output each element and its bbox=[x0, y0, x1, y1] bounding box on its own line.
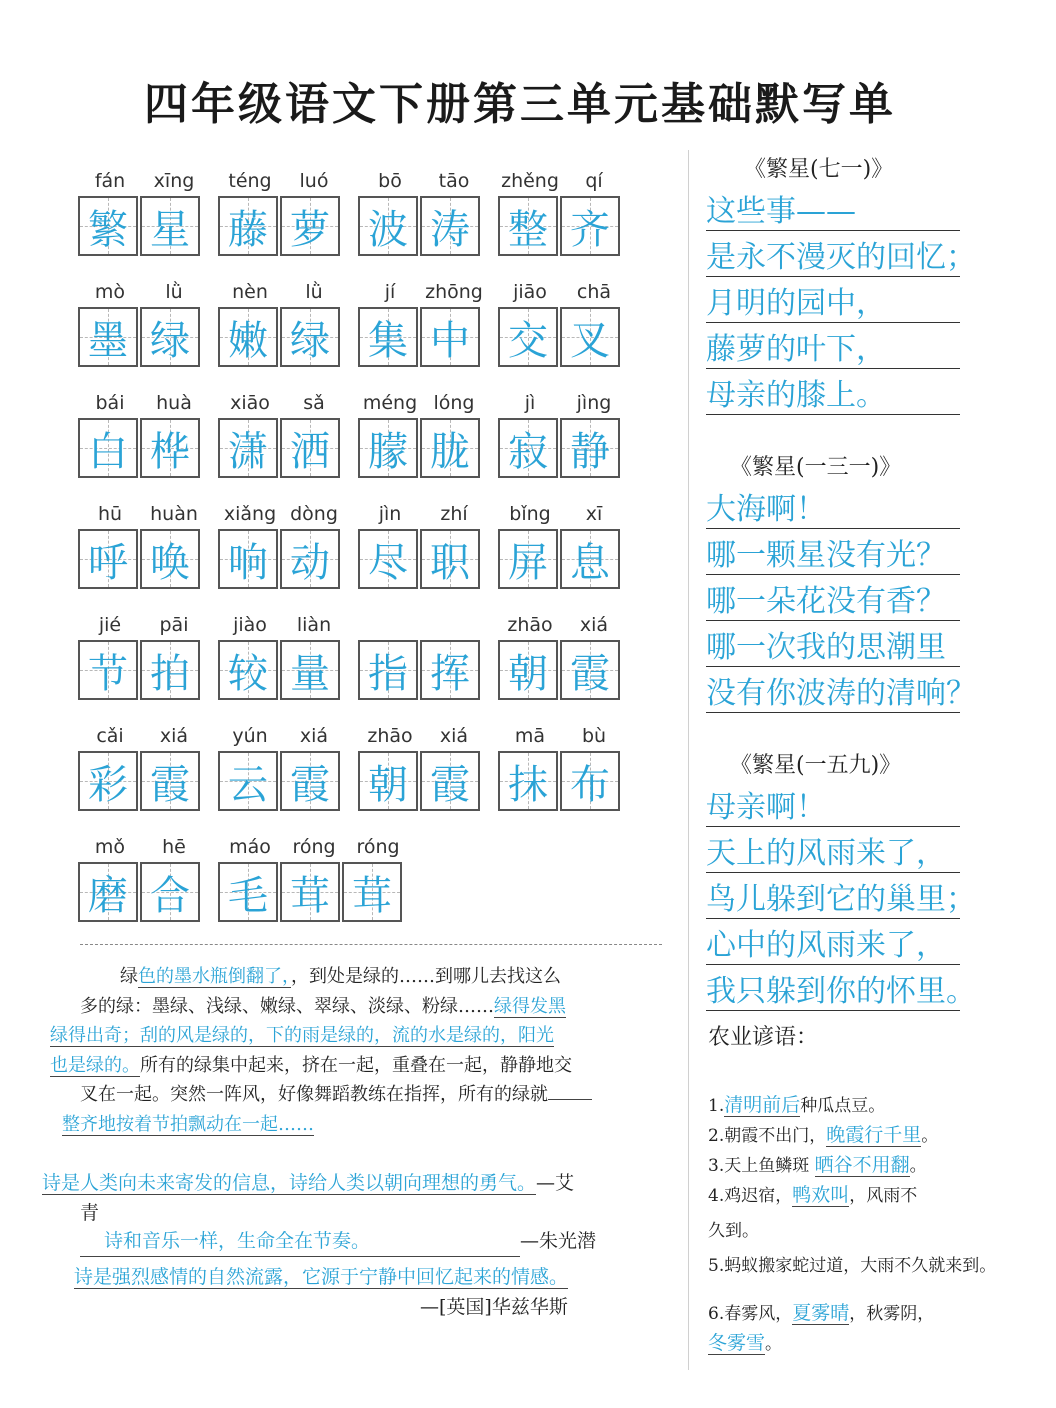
pinyin: xīng bbox=[153, 170, 195, 192]
char-boxes bbox=[218, 418, 346, 478]
char: 量 bbox=[290, 650, 330, 697]
char-boxes bbox=[358, 751, 486, 811]
word-item bbox=[358, 271, 486, 382]
char-box bbox=[560, 640, 620, 700]
char: 寂 bbox=[508, 428, 548, 475]
char-box bbox=[78, 529, 138, 589]
pinyin: bù bbox=[581, 725, 607, 747]
char-boxes bbox=[218, 640, 346, 700]
char-box bbox=[560, 751, 620, 811]
char-box bbox=[498, 529, 558, 589]
char-box bbox=[358, 418, 418, 478]
pinyin: jiāo bbox=[513, 281, 547, 303]
pinyin: lóng bbox=[433, 392, 475, 414]
quote-1 bbox=[42, 1168, 682, 1228]
char-box bbox=[280, 529, 340, 589]
pinyin-row bbox=[498, 493, 626, 529]
pinyin-row bbox=[218, 826, 410, 862]
passage-answer: 色的墨水瓶倒翻了， bbox=[138, 966, 291, 987]
char-box bbox=[280, 418, 340, 478]
pinyin-row bbox=[358, 271, 486, 307]
word-item bbox=[78, 493, 206, 604]
word-item bbox=[78, 160, 206, 271]
pinyin: huàn bbox=[150, 503, 198, 525]
char-box bbox=[358, 529, 418, 589]
pinyin: pāi bbox=[159, 614, 189, 636]
pinyin: luó bbox=[299, 170, 329, 192]
pinyin-row bbox=[78, 493, 206, 529]
pinyin: qí bbox=[585, 170, 603, 192]
char: 息 bbox=[570, 539, 610, 586]
pinyin: fán bbox=[94, 170, 126, 192]
word-item bbox=[498, 715, 626, 826]
proverb-4: 4.鸡迟宿，鸭欢叫，风雨不 bbox=[708, 1184, 918, 1206]
char: 朝 bbox=[508, 650, 548, 697]
poem-line: 哪一朵花没有香？ bbox=[706, 580, 1026, 626]
pinyin-row bbox=[498, 604, 626, 640]
pinyin: téng bbox=[228, 170, 272, 192]
word-row bbox=[78, 826, 658, 937]
section-divider bbox=[80, 944, 662, 945]
pinyin-row bbox=[358, 493, 486, 529]
char-box bbox=[218, 640, 278, 700]
pinyin: xiǎng bbox=[223, 503, 277, 525]
char-box bbox=[140, 862, 200, 922]
word-row bbox=[78, 160, 658, 271]
pinyin: hē bbox=[162, 836, 186, 858]
pinyin-row bbox=[218, 715, 346, 751]
word-item bbox=[358, 160, 486, 271]
word-grid bbox=[78, 160, 658, 937]
proverb-2: 2.朝霞不出门，晚霞行千里。 bbox=[708, 1124, 939, 1146]
char-box bbox=[280, 640, 340, 700]
char: 涛 bbox=[430, 206, 470, 253]
word-item bbox=[358, 493, 486, 604]
char: 交 bbox=[508, 317, 548, 364]
char: 屏 bbox=[508, 539, 548, 586]
quote-text: 诗是强烈感情的自然流露，它源于宁静中回忆起来的情感。 bbox=[74, 1266, 569, 1288]
proverb-4-cont: 久到。 bbox=[708, 1221, 759, 1241]
char-box bbox=[420, 196, 480, 256]
char-boxes bbox=[78, 862, 206, 922]
char-boxes bbox=[358, 196, 486, 256]
poem-line: 我只躲到你的怀里。 bbox=[706, 970, 1026, 1016]
char: 合 bbox=[150, 872, 190, 919]
char-box bbox=[498, 751, 558, 811]
char: 呼 bbox=[88, 539, 128, 586]
char: 潇 bbox=[228, 428, 268, 475]
char: 胧 bbox=[430, 428, 470, 475]
char-box bbox=[560, 529, 620, 589]
proverb-6: 6.春雾风，夏雾晴，秋雾阴， bbox=[708, 1302, 935, 1324]
char-box bbox=[218, 307, 278, 367]
poem-block bbox=[706, 448, 1026, 718]
char-box bbox=[280, 307, 340, 367]
proverb-3: 3.天上鱼鳞斑 晒谷不用翻。 bbox=[708, 1154, 927, 1176]
quote-author-cont: 青 bbox=[80, 1202, 100, 1224]
pinyin: xiá bbox=[439, 725, 469, 747]
passage-text: 多的绿：墨绿、浅绿、嫩绿、翠绿、淡绿、粉绿…… bbox=[80, 995, 494, 1017]
poem-line: 鸟儿躲到它的巢里； bbox=[706, 878, 1026, 924]
word-item bbox=[358, 715, 486, 826]
char: 静 bbox=[570, 428, 610, 475]
char-box bbox=[218, 529, 278, 589]
char: 星 bbox=[150, 206, 190, 253]
poem-line: 大海啊！ bbox=[706, 488, 1026, 534]
char: 职 bbox=[430, 539, 470, 586]
pinyin: lǜ bbox=[165, 281, 183, 303]
char-box bbox=[218, 418, 278, 478]
char-box bbox=[420, 640, 480, 700]
word-item bbox=[218, 160, 346, 271]
passage-text: ，到处是绿的……到哪儿去找这么 bbox=[291, 966, 561, 987]
pinyin: cǎi bbox=[96, 725, 124, 747]
char: 拍 bbox=[150, 650, 190, 697]
char-boxes bbox=[78, 640, 206, 700]
pinyin: xiāo bbox=[230, 392, 270, 414]
char: 霞 bbox=[570, 650, 610, 697]
poem-line: 哪一颗星没有光？ bbox=[706, 534, 1026, 580]
char: 尽 bbox=[368, 539, 408, 586]
passage-text: 叉在一起。突然一阵风，好像舞蹈教练在指挥，所有的绿就 bbox=[80, 1084, 548, 1105]
word-item bbox=[78, 715, 206, 826]
char: 霞 bbox=[150, 761, 190, 808]
char: 挥 bbox=[430, 650, 470, 697]
pinyin-row bbox=[78, 271, 206, 307]
char-boxes bbox=[498, 529, 626, 589]
pinyin: zhěng bbox=[501, 170, 559, 192]
char-box bbox=[78, 751, 138, 811]
word-item bbox=[218, 826, 410, 937]
char: 茸 bbox=[352, 872, 392, 919]
char-box bbox=[358, 751, 418, 811]
word-item bbox=[358, 382, 486, 493]
char-boxes bbox=[218, 529, 346, 589]
pinyin: bái bbox=[95, 392, 125, 414]
quote-text: 诗是人类向未来寄发的信息，诗给人类以朝向理想的勇气。 bbox=[42, 1172, 537, 1194]
char-boxes bbox=[218, 862, 410, 922]
char: 霞 bbox=[290, 761, 330, 808]
char-boxes bbox=[498, 418, 626, 478]
pinyin: jìng bbox=[576, 392, 612, 414]
char-boxes bbox=[358, 640, 486, 700]
poem-title: 《繁星(七一)》 bbox=[744, 157, 894, 182]
char: 叉 bbox=[570, 317, 610, 364]
char-boxes bbox=[498, 307, 626, 367]
char: 墨 bbox=[88, 317, 128, 364]
char: 绿 bbox=[150, 317, 190, 364]
word-row bbox=[78, 382, 658, 493]
char: 云 bbox=[228, 761, 268, 808]
pinyin-row bbox=[218, 160, 346, 196]
pinyin: hū bbox=[97, 503, 123, 525]
char: 萝 bbox=[290, 206, 330, 253]
quote-author: —朱光潜 bbox=[520, 1230, 597, 1252]
char: 茸 bbox=[290, 872, 330, 919]
passage-answer: 也是绿的。 bbox=[50, 1054, 140, 1076]
char: 唤 bbox=[150, 539, 190, 586]
pinyin: xī bbox=[585, 503, 603, 525]
char: 嫩 bbox=[228, 317, 268, 364]
pinyin-row bbox=[498, 382, 626, 418]
char-boxes bbox=[78, 529, 206, 589]
char-boxes bbox=[218, 307, 346, 367]
char-boxes bbox=[358, 529, 486, 589]
char-box bbox=[78, 862, 138, 922]
pinyin: sǎ bbox=[303, 392, 325, 414]
quote-author: —艾 bbox=[536, 1172, 575, 1194]
pinyin: máo bbox=[229, 836, 271, 858]
page-title: 四年级语文下册第三单元基础默写单 bbox=[144, 79, 896, 130]
char-boxes bbox=[218, 751, 346, 811]
pinyin: liàn bbox=[296, 614, 332, 636]
poem-line: 这些事—— bbox=[706, 190, 1026, 236]
char-boxes bbox=[78, 307, 206, 367]
pinyin: róng bbox=[356, 836, 400, 858]
pinyin: jì bbox=[524, 392, 536, 414]
word-item bbox=[218, 604, 346, 715]
char-box bbox=[280, 196, 340, 256]
word-item bbox=[498, 271, 626, 382]
pinyin-row bbox=[358, 382, 486, 418]
char-box bbox=[140, 196, 200, 256]
char-box bbox=[420, 307, 480, 367]
pinyin: zhí bbox=[440, 503, 468, 525]
passage-answer: 绿得发黑 bbox=[494, 995, 566, 1017]
char: 指 bbox=[368, 650, 408, 697]
pinyin: jí bbox=[384, 281, 396, 303]
char: 中 bbox=[430, 317, 470, 364]
char-box bbox=[218, 751, 278, 811]
quote-3 bbox=[74, 1262, 684, 1322]
char-boxes bbox=[498, 751, 626, 811]
char-box bbox=[140, 307, 200, 367]
char: 白 bbox=[88, 428, 128, 475]
char: 齐 bbox=[570, 206, 610, 253]
char-box bbox=[358, 307, 418, 367]
poem-line: 哪一次我的思潮里 bbox=[706, 626, 1026, 672]
char-box bbox=[498, 640, 558, 700]
passage-text: 绿 bbox=[120, 966, 138, 987]
char: 磨 bbox=[88, 872, 128, 919]
char: 藤 bbox=[228, 206, 268, 253]
char-boxes bbox=[498, 196, 626, 256]
char-box bbox=[218, 862, 278, 922]
word-row bbox=[78, 715, 658, 826]
pinyin-row bbox=[78, 160, 206, 196]
char-box bbox=[140, 640, 200, 700]
poem-title: 《繁星(一五九)》 bbox=[730, 753, 902, 778]
char-boxes bbox=[358, 418, 486, 478]
word-item bbox=[78, 604, 206, 715]
poem-line: 是永不漫灭的回忆； bbox=[706, 236, 1026, 282]
pinyin-row bbox=[218, 382, 346, 418]
pinyin: zhāo bbox=[367, 725, 413, 747]
char-box bbox=[342, 862, 402, 922]
pinyin: mā bbox=[514, 725, 546, 747]
char: 彩 bbox=[88, 761, 128, 808]
poem-line: 天上的风雨来了， bbox=[706, 832, 1026, 878]
char-box bbox=[560, 418, 620, 478]
char: 朦 bbox=[368, 428, 408, 475]
pinyin: mò bbox=[94, 281, 126, 303]
char-box bbox=[140, 751, 200, 811]
char-box bbox=[280, 751, 340, 811]
proverbs-heading: 农业谚语： bbox=[708, 1025, 819, 1050]
quote-author: —[英国]华兹华斯 bbox=[420, 1296, 568, 1318]
pinyin: jiào bbox=[233, 614, 267, 636]
char: 波 bbox=[368, 206, 408, 253]
char: 较 bbox=[228, 650, 268, 697]
poem-title: 《繁星(一三一)》 bbox=[730, 455, 902, 480]
passage-answer: 整齐地按着节拍飘动在一起…… bbox=[62, 1113, 314, 1135]
pinyin-row bbox=[218, 493, 346, 529]
char-boxes bbox=[218, 196, 346, 256]
word-item bbox=[218, 382, 346, 493]
word-item bbox=[78, 826, 206, 937]
pinyin: chā bbox=[576, 281, 612, 303]
char-box bbox=[78, 307, 138, 367]
poem-line: 藤萝的叶下， bbox=[706, 328, 1026, 374]
char-box bbox=[420, 418, 480, 478]
pinyin: zhōng bbox=[425, 281, 483, 303]
poem-line: 月明的园中， bbox=[706, 282, 1026, 328]
quote-text: 诗和音乐一样，生命全在节奏。 bbox=[80, 1226, 520, 1257]
char: 动 bbox=[290, 539, 330, 586]
char-boxes bbox=[498, 640, 626, 700]
pinyin: mǒ bbox=[94, 836, 126, 858]
pinyin-row bbox=[498, 271, 626, 307]
pinyin: xiá bbox=[579, 614, 609, 636]
char: 布 bbox=[570, 761, 610, 808]
char-box bbox=[420, 751, 480, 811]
poem-line: 没有你波涛的清响？ bbox=[706, 672, 1026, 718]
pinyin-row bbox=[358, 604, 486, 640]
char: 集 bbox=[368, 317, 408, 364]
pinyin: bō bbox=[378, 170, 402, 192]
pinyin-row bbox=[498, 715, 626, 751]
proverb-5: 5.蚂蚁搬家蛇过道，大雨不久就来到。 bbox=[708, 1256, 997, 1276]
proverbs-section bbox=[708, 1020, 1038, 1359]
char-box bbox=[420, 529, 480, 589]
pinyin-row bbox=[358, 715, 486, 751]
pinyin-row bbox=[498, 160, 626, 196]
char: 抹 bbox=[508, 761, 548, 808]
char: 洒 bbox=[290, 428, 330, 475]
pinyin-row bbox=[78, 382, 206, 418]
pinyin: lǜ bbox=[305, 281, 323, 303]
char-box bbox=[358, 640, 418, 700]
pinyin: róng bbox=[292, 836, 336, 858]
char-boxes bbox=[78, 751, 206, 811]
char-box bbox=[140, 418, 200, 478]
passage-answer: 绿得出奇；刮的风是绿的，下的雨是绿的，流的水是绿的，阳光 bbox=[50, 1025, 554, 1046]
proverb-6-cont: 冬雾雪。 bbox=[708, 1332, 783, 1354]
char-box bbox=[78, 418, 138, 478]
word-item bbox=[498, 604, 626, 715]
char-box bbox=[78, 196, 138, 256]
char-box bbox=[78, 640, 138, 700]
pinyin-row bbox=[218, 271, 346, 307]
char-box bbox=[560, 196, 620, 256]
char: 整 bbox=[508, 206, 548, 253]
column-divider bbox=[688, 150, 689, 1370]
word-item bbox=[78, 382, 206, 493]
char-box bbox=[498, 196, 558, 256]
pinyin: tāo bbox=[438, 170, 470, 192]
word-item bbox=[498, 382, 626, 493]
pinyin: xiá bbox=[299, 725, 329, 747]
pinyin-row bbox=[358, 160, 486, 196]
char-box bbox=[498, 418, 558, 478]
pinyin-row bbox=[78, 826, 206, 862]
char: 繁 bbox=[88, 206, 128, 253]
poem-line: 心中的风雨来了， bbox=[706, 924, 1026, 970]
poem-block bbox=[706, 150, 1026, 420]
pinyin: dòng bbox=[290, 503, 338, 525]
poem-line: 母亲的膝上。 bbox=[706, 374, 1026, 420]
word-row bbox=[78, 271, 658, 382]
pinyin-row bbox=[78, 604, 206, 640]
pinyin: xiá bbox=[159, 725, 189, 747]
proverb-1: 1.清明前后种瓜点豆。 bbox=[708, 1094, 886, 1116]
word-row bbox=[78, 604, 658, 715]
quote-2 bbox=[80, 1226, 680, 1257]
char-boxes bbox=[78, 418, 206, 478]
right-column bbox=[706, 150, 1026, 1016]
char-boxes bbox=[358, 307, 486, 367]
pinyin: huà bbox=[156, 392, 192, 414]
char: 绿 bbox=[290, 317, 330, 364]
word-item bbox=[218, 271, 346, 382]
char-box bbox=[498, 307, 558, 367]
poem-line: 母亲啊！ bbox=[706, 786, 1026, 832]
char-box bbox=[218, 196, 278, 256]
char-box bbox=[280, 862, 340, 922]
char: 节 bbox=[88, 650, 128, 697]
char: 朝 bbox=[368, 761, 408, 808]
char: 桦 bbox=[150, 428, 190, 475]
passage bbox=[50, 962, 680, 1139]
word-item bbox=[358, 604, 486, 715]
char-box bbox=[358, 196, 418, 256]
pinyin: zhāo bbox=[507, 614, 553, 636]
pinyin: bǐng bbox=[509, 503, 551, 525]
char: 毛 bbox=[228, 872, 268, 919]
char-boxes bbox=[78, 196, 206, 256]
char: 响 bbox=[228, 539, 268, 586]
poem-block bbox=[706, 746, 1026, 1016]
word-item bbox=[78, 271, 206, 382]
word-row bbox=[78, 493, 658, 604]
char-box bbox=[560, 307, 620, 367]
passage-text: 所有的绿集中起来，挤在一起，重叠在一起，静静地交 bbox=[140, 1054, 572, 1076]
word-item bbox=[498, 493, 626, 604]
pinyin-row bbox=[78, 715, 206, 751]
word-item bbox=[218, 493, 346, 604]
pinyin: nèn bbox=[232, 281, 268, 303]
pinyin-row bbox=[218, 604, 346, 640]
char-box bbox=[140, 529, 200, 589]
word-item bbox=[218, 715, 346, 826]
pinyin: jié bbox=[98, 614, 122, 636]
pinyin: jìn bbox=[378, 503, 402, 525]
word-item bbox=[498, 160, 626, 271]
char: 霞 bbox=[430, 761, 470, 808]
pinyin: méng bbox=[362, 392, 418, 414]
pinyin: yún bbox=[232, 725, 268, 747]
